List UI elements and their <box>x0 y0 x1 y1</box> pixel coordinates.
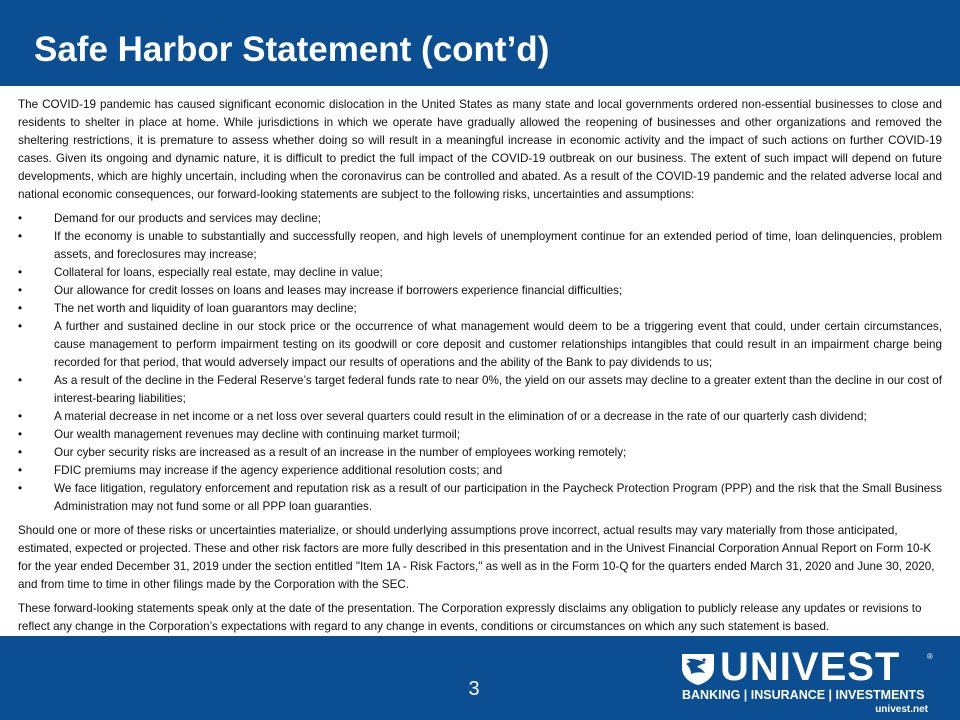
bullet-dot-icon: • <box>18 464 23 477</box>
eagle-shield-icon <box>680 650 716 686</box>
website-url: univest.net <box>875 704 928 715</box>
risk-bullet-item <box>18 228 942 264</box>
risk-bullet-item <box>18 426 942 444</box>
risk-bullet-item <box>18 282 942 300</box>
intro-paragraph: The COVID-19 pandemic has caused significant economic dislocation in the United States as many state and local governments ordered non-essential businesses to close and residents to shelter in place at home. While jurisdictions in which we operate have gradually allowed the reopening of businesses and other organizations and removed the sheltering restrictions, it is premature to assess whether doing so will result in a meaningful increase in economic activity and the impact of such actions on further COVID-19 cases. Given its ongoing and dynamic nature, it is difficult to predict the full impact of the COVID-19 outbreak on our business. The extent of such impact will depend on future developments, which are highly uncertain, including when the coronavirus can be controlled and abated. As a result of the COVID-19 pandemic and the related adverse local and national economic consequences, our forward-looking statements are subject to the following risks, uncertainties and assumptions: <box>18 98 942 201</box>
risk-bullet-text: As a result of the decline in the Federal Reserve’s target federal funds rate to near 0%, the yield on our assets may decline to a greater extent than the decline in our cost of interest-bearing liabilities; <box>54 374 942 405</box>
bullet-dot-icon: • <box>18 410 23 423</box>
risk-bullet-item <box>18 372 942 408</box>
bullet-dot-icon: • <box>18 482 23 495</box>
page-title: Safe Harbor Statement (cont’d) <box>34 30 550 69</box>
registered-mark: ® <box>927 652 933 661</box>
risk-bullet-text: Our wealth management revenues may decline with continuing market turmoil; <box>54 428 461 441</box>
risk-bullet-item <box>18 318 942 372</box>
bullet-dot-icon: • <box>18 446 23 459</box>
risk-bullet-item <box>18 264 942 282</box>
bullet-dot-icon: • <box>18 230 23 243</box>
closing-paragraph-1: Should one or more of these risks or uncertainties materialize, or should underlying assumptions prove incorrect, actual results may vary materially from those anticipated, estimated, expected or projected. These and other risk factors are more fully described in this presentation and in the Univest Financial Corporation Annual Report on Form 10-K for the year ended December 31, 2019 under the section entitled "Item 1A - Risk Factors," as well as in the Form 10-Q for the quarters ended March 31, 2020 and June 30, 2020, and from time to time in other filings made by the Corporation with the SEC. <box>18 524 935 591</box>
bullet-dot-icon: • <box>18 320 23 333</box>
risk-bullet-text: We face litigation, regulatory enforcement and reputation risk as a result of our participation in the Paycheck Protection Program (PPP) and the risk that the Small Business Administration may not fund some or all PPP loan guaranties. <box>54 482 942 513</box>
risk-bullet-text: A material decrease in net income or a net loss over several quarters could result in the elimination of or a decrease in the rate of our quarterly cash dividend; <box>54 410 867 423</box>
risk-bullet-text: Demand for our products and services may decline; <box>54 212 321 225</box>
bullet-dot-icon: • <box>18 266 23 279</box>
bullet-dot-icon: • <box>18 284 23 297</box>
risk-bullet-text: Our cyber security risks are increased as a result of an increase in the number of employees working remotely; <box>54 446 627 459</box>
risk-bullet-item <box>18 480 942 516</box>
bullet-dot-icon: • <box>18 302 23 315</box>
closing-paragraph-2: These forward-looking statements speak only at the date of the presentation. The Corporation expressly disclaims any obligation to publicly release any updates or revisions to reflect any change in the Corporation’s expectations with regard to any change in events, conditions or circumstances on which any such statement is based. <box>18 602 922 633</box>
logo-wordmark: UNIVEST <box>720 645 901 689</box>
risk-bullet-text: FDIC premiums may increase if the agency experience additional resolution costs; and <box>54 464 503 477</box>
header-bar <box>0 0 960 86</box>
bullet-dot-icon: • <box>18 374 23 387</box>
univest-logo <box>680 645 940 715</box>
page-number: 3 <box>468 678 480 700</box>
bullet-dot-icon: • <box>18 212 23 225</box>
risk-bullet-item <box>18 444 942 462</box>
risk-bullet-item <box>18 408 942 426</box>
risk-bullet-text: Our allowance for credit losses on loans and leases may increase if borrowers experience financial difficulties; <box>54 284 623 297</box>
risk-bullet-text: The net worth and liquidity of loan guarantors may decline; <box>54 302 357 315</box>
risk-bullet-text: Collateral for loans, especially real estate, may decline in value; <box>54 266 383 279</box>
risk-bullet-item <box>18 300 942 318</box>
safe-harbor-body <box>18 96 942 636</box>
risk-bullet-text: If the economy is unable to substantially and successfully reopen, and high levels of unemployment continue for an extended period of time, loan delinquencies, problem assets, and foreclosures may increase; <box>54 230 942 261</box>
risk-bullet-item <box>18 210 942 228</box>
logo-tagline: BANKING | INSURANCE | INVESTMENTS <box>682 688 925 702</box>
bullet-dot-icon: • <box>18 428 23 441</box>
risk-bullet-item <box>18 462 942 480</box>
risk-bullet-list <box>18 210 942 516</box>
risk-bullet-text: A further and sustained decline in our stock price or the occurrence of what management would deem to be a triggering event that could, under certain circumstances, cause management to perform impairment testing on its goodwill or core deposit and customer relationships intangibles that could result in an impairment charge being recorded for that period, that would adversely impact our results of operations and the ability of the Bank to pay dividends to us; <box>54 320 942 369</box>
